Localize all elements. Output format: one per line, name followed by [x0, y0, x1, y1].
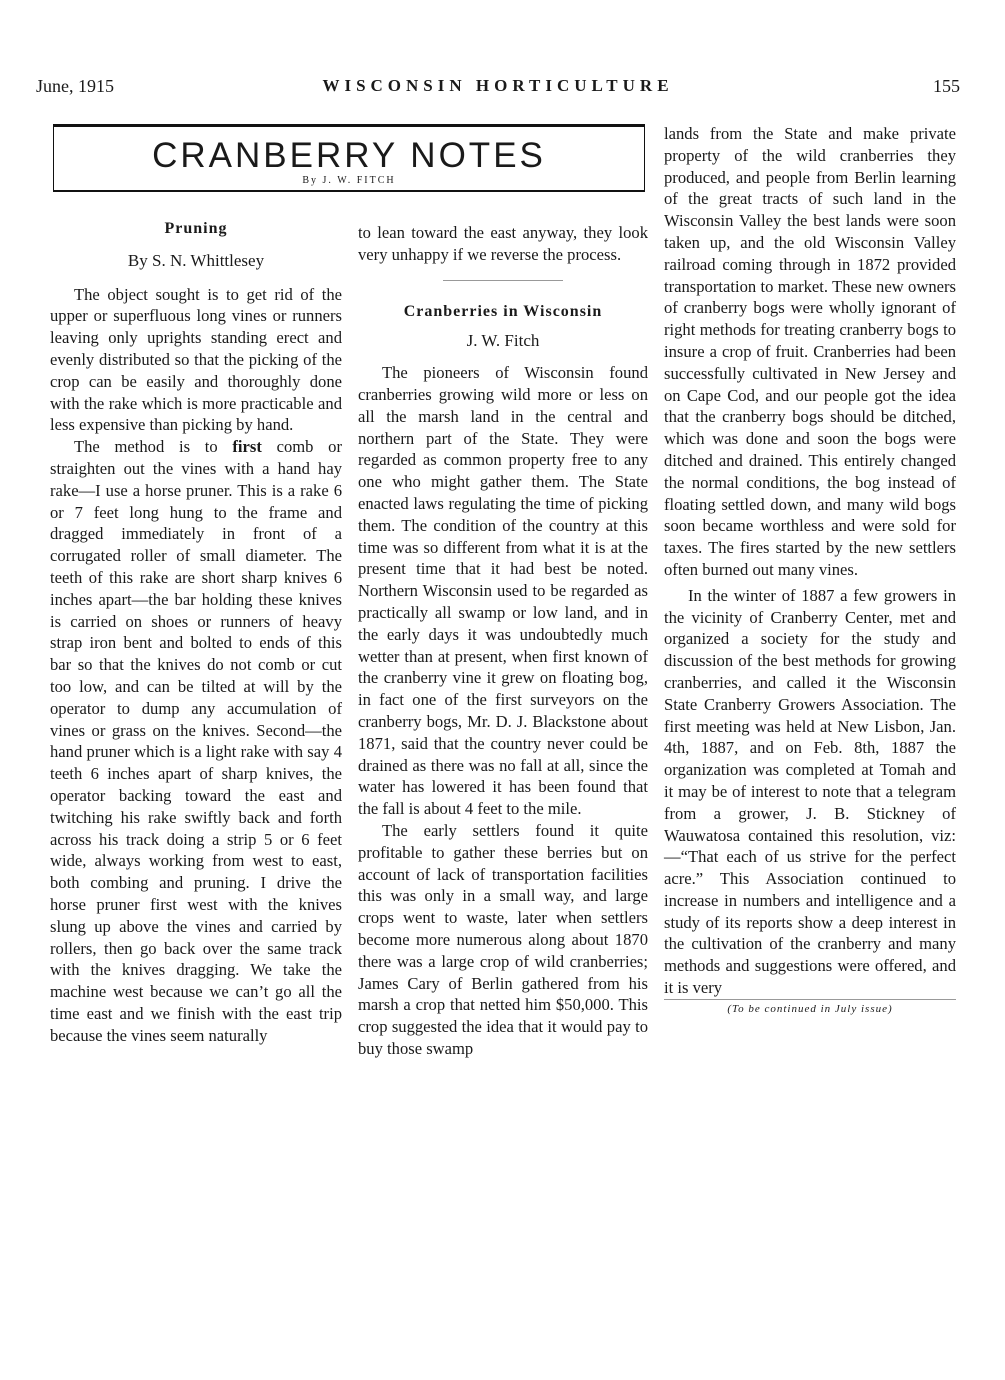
pruning-p2-body: comb or straighten out the vines with a hand hay rake—I use a horse pruner. This is a rake 6 or 7 feet long hung to the frame and dragged immediately in front of a corrugated roller of small diameter. The teeth of this rake are short sharp knives 6 inches apart—the bar holding these knives is carried on shoes or runners of heavy strap iron bent and bolted to ends of this bar so that the knives do not comb or cut too low, and can be tilted at will by the operator to dump any accumulation of vines or grass on the knives. Second—the hand pruner which is a light rake with say 4 teeth 6 inches apart of sharp knives, the operator backing toward the east and twitching his rake swiftly back and forth across his track doing a strip 5 or 6 feet wide, always working from west to east, both combing and pruning. I drive the horse pruner first west with the knives slung up above the vines and carried by rollers, then go back over the same track with the knives dragging. We take the machine west because we can’t go all the time east and we finish with the east trip because the vines seem naturally [50, 437, 342, 1045]
pruning-p2-bold: first [232, 437, 262, 457]
title-byline: By J. W. FITCH [302, 175, 396, 186]
page-title: CRANBERRY NOTES [152, 136, 546, 175]
pruning-paragraph-2-continued: to lean toward the east anyway, they look very unhappy if we reverse the process. [358, 223, 648, 264]
cranberries-paragraph-2-continued: lands from the State and make private property of the wild cranberries they produced, and people from Berlin learning of the great tracts of such land in the Wisconsin Valley the best lands were soon taken up, and the old Wisconsin Valley railroad coming through in 1872 provided transportation to market. These new owners of cranberry bogs were wholly ignorant of right methods for treating cranberry bogs to insure a crop of fruit. Cranberries had been successfully cultivated in New Jersey and on Cape Cod, and our people got the idea that the cranberry bogs should be ditched, which was done and soon the bogs were ditched and drained. This entirely changed the normal conditions, the bog instead of floating settled down, and many wild bogs soon became worthless and were sold for taxes. The fires started by the new settlers often burned out many vines. [664, 124, 956, 579]
column-2 [358, 222, 648, 1060]
section-divider [443, 280, 563, 281]
cranberries-author: J. W. Fitch [466, 331, 540, 351]
running-head [36, 76, 960, 100]
cranberries-paragraph-1: The pioneers of Wisconsin found cranberries growing wild more or less on all the marsh land in the central and northern part of the State. They were regarded as common property free to any one who might gather them. The State enacted laws regulating the time of picking them. The condition of the country at this time was so different from what it is at the present time that it had best be noted. Northern Wisconsin used to be regarded as practically all swamp or low land, and in the early days it was undoubtedly much wetter than at present, when first known of the cranberry vine it grew on floating bog, in fact one of the first surveyors on the cranberry bogs, Mr. D. J. Blackstone about 1871, said that the country never could be drained as there was no fall at all, since the water has lowered it has been found that the fall is about 4 feet to the mile. [358, 363, 648, 819]
pruning-heading: Pruning [164, 220, 228, 237]
continued-notice: (To be continued in July issue) [664, 999, 956, 1016]
cranberries-paragraph-3: In the winter of 1887 a few growers in the vicinity of Cranberry Center, met and organized a society for the study and discussion of the best methods for growing cranberries, and called it the Wisconsin State Cranberry Growers Association. The first meeting was held at New Lisbon, Jan. 4th, 1887, and on Feb. 8th, 1887 the organization was completed at Tomah and it may be of interest to note that a telegram from a grower, J. B. Stickney of Wauwatosa contained this resolution, viz:—“That each of us strive for the perfect acre.” This Association continued to increase in numbers and intelligence and a study of its reports show a deep interest in the cultivation of the cranberry and many methods and suggestions were offered, and it is very [664, 585, 956, 998]
title-box [53, 124, 645, 192]
pruning-p2-start: The method is to [74, 437, 233, 457]
page-number: 155 [933, 76, 960, 96]
pruning-paragraph-2 [50, 436, 342, 1046]
column-3 [664, 123, 956, 1016]
pruning-paragraph-1: The object sought is to get rid of the upper or superfluous long vines or runners leaving only uprights standing erect and evenly distributed so that the picking of the crop can be easily and thoroughly done with the rake which is more practicable and less expensive than picking by hand. [50, 284, 342, 435]
cranberries-heading: Cranberries in Wisconsin [403, 302, 603, 320]
journal-title: WISCONSIN HORTICULTURE [322, 76, 674, 95]
column-1 [50, 218, 342, 1046]
issue-date: June, 1915 [36, 76, 114, 96]
pruning-author: By S. N. Whittlesey [127, 250, 265, 270]
cranberries-paragraph-2: The early settlers found it quite profitable to gather these berries but on account of lack of transportation facilities this was only in a small way, and large crops went to waste, later when settlers become more numerous along about 1870 there was a large crop of wild cranberries; James Cary of Berlin gathered from his marsh a crop that netted him $50,000. This crop suggested the idea that it would pay to buy those swamp [358, 820, 648, 1058]
